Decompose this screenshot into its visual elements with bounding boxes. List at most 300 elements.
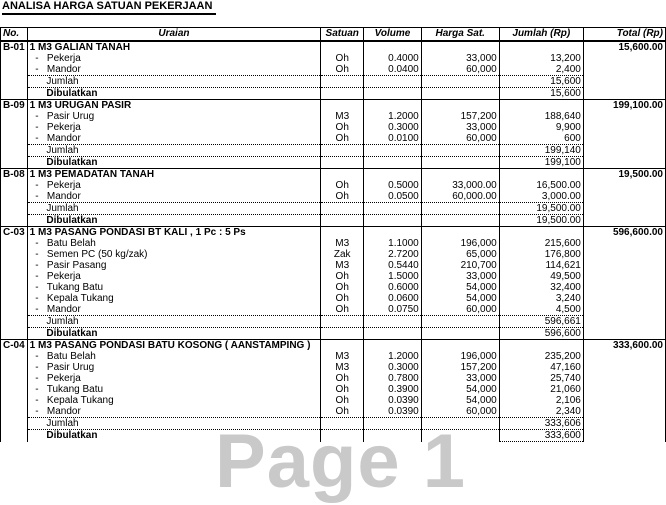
item-volume: 0.4000 [364, 53, 421, 64]
item-name-text: Tukang Batu [46, 384, 104, 395]
empty-cell [583, 157, 665, 169]
table-row [1, 304, 666, 316]
item-volume: 1.1000 [364, 238, 421, 249]
empty-cell [1, 293, 28, 304]
item-amount: 235,200 [499, 351, 583, 362]
subtotal-label-text: Jumlah [46, 144, 79, 156]
empty-cell [321, 215, 364, 227]
empty-cell [1, 157, 28, 169]
empty-cell [583, 304, 665, 316]
table-row [1, 122, 666, 133]
subtotal-row [1, 418, 666, 430]
item-volume: 0.0390 [364, 395, 421, 406]
item-volume: 0.0400 [364, 64, 421, 76]
dash-bullet: - [29, 191, 47, 202]
section-code: C-04 [1, 340, 28, 352]
subtotal-label-text: Jumlah [46, 417, 79, 429]
rounded-value: 596,600 [499, 328, 583, 340]
item-volume: 0.0500 [364, 191, 421, 203]
item-name [27, 122, 321, 133]
empty-cell [1, 249, 28, 260]
item-amount: 3,240 [499, 293, 583, 304]
empty-cell [583, 406, 665, 418]
item-price: 210,700 [421, 260, 499, 271]
header-uraian: Uraian [27, 28, 321, 42]
section-total: 596,600.00 [583, 227, 665, 239]
empty-cell [421, 145, 499, 157]
item-name-text: Pekerja [46, 180, 81, 191]
empty-cell [321, 340, 364, 352]
item-name [27, 395, 321, 406]
item-amount: 32,400 [499, 282, 583, 293]
item-name [27, 260, 321, 271]
dash-bullet: - [29, 362, 47, 373]
rounded-label [27, 157, 321, 169]
subtotal-row [1, 316, 666, 328]
empty-cell [1, 111, 28, 122]
item-name [27, 362, 321, 373]
item-name [27, 351, 321, 362]
item-price: 54,000 [421, 384, 499, 395]
empty-cell [583, 238, 665, 249]
item-name-text: Mandor [46, 64, 81, 75]
item-amount: 600 [499, 133, 583, 145]
rounded-value: 199,100 [499, 157, 583, 169]
rounded-label-text: Dibulatkan [46, 156, 98, 168]
item-name [27, 282, 321, 293]
table-row [1, 293, 666, 304]
empty-cell [421, 215, 499, 227]
empty-cell [421, 169, 499, 181]
section-header-row [1, 227, 666, 239]
table-row [1, 362, 666, 373]
table-row [1, 133, 666, 145]
item-unit: Oh [321, 293, 364, 304]
empty-cell [364, 328, 421, 340]
section-total: 15,600.00 [583, 41, 665, 53]
empty-cell [1, 406, 28, 418]
item-unit: M3 [321, 238, 364, 249]
section-header-row [1, 41, 666, 53]
empty-cell [321, 227, 364, 239]
empty-cell [583, 203, 665, 215]
item-amount: 176,800 [499, 249, 583, 260]
indent [30, 157, 47, 168]
section-header-row [1, 169, 666, 181]
item-amount: 47,160 [499, 362, 583, 373]
item-name-text: Pasir Urug [46, 111, 95, 122]
empty-cell [1, 362, 28, 373]
item-name-text: Mandor [46, 133, 81, 144]
empty-cell [1, 88, 28, 100]
subtotal-label [27, 418, 321, 430]
empty-cell [1, 215, 28, 227]
header-volume: Volume [364, 28, 421, 42]
item-price: 157,200 [421, 362, 499, 373]
empty-cell [1, 282, 28, 293]
indent [30, 203, 47, 214]
item-price: 54,000 [421, 293, 499, 304]
empty-cell [321, 100, 364, 112]
table-row [1, 191, 666, 203]
empty-cell [321, 430, 364, 442]
item-amount: 21,060 [499, 384, 583, 395]
rounded-row [1, 157, 666, 169]
item-price: 60,000 [421, 64, 499, 76]
empty-cell [583, 191, 665, 203]
section-total: 199,100.00 [583, 100, 665, 112]
section-title: 1 M3 URUGAN PASIR [27, 100, 321, 112]
dash-bullet: - [29, 304, 47, 315]
empty-cell [583, 384, 665, 395]
empty-cell [1, 238, 28, 249]
item-amount: 9,900 [499, 122, 583, 133]
indent [30, 76, 47, 87]
item-price: 33,000 [421, 122, 499, 133]
item-name [27, 64, 321, 76]
empty-cell [583, 271, 665, 282]
empty-cell [583, 64, 665, 76]
section-title: 1 M3 PASANG PONDASI BATU KOSONG ( AANSTAMPING ) [27, 340, 321, 352]
item-name-text: Mandor [46, 406, 81, 417]
rounded-label-text: Dibulatkan [46, 214, 98, 226]
item-amount: 215,600 [499, 238, 583, 249]
table-header-row [1, 28, 666, 42]
empty-cell [583, 362, 665, 373]
item-unit: Zak [321, 249, 364, 260]
subtotal-value: 199,140 [499, 145, 583, 157]
empty-cell [421, 100, 499, 112]
empty-cell [583, 249, 665, 260]
indent [30, 328, 47, 339]
item-volume: 1.5000 [364, 271, 421, 282]
empty-cell [1, 418, 28, 430]
item-amount: 25,740 [499, 373, 583, 384]
empty-cell [499, 100, 583, 112]
table-row [1, 384, 666, 395]
section-header-row [1, 100, 666, 112]
dash-bullet: - [29, 271, 47, 282]
item-price: 196,000 [421, 351, 499, 362]
item-volume: 2.7200 [364, 249, 421, 260]
item-price: 33,000 [421, 271, 499, 282]
item-unit: Oh [321, 191, 364, 203]
dash-bullet: - [29, 384, 47, 395]
empty-cell [583, 418, 665, 430]
table-row [1, 282, 666, 293]
table-row [1, 373, 666, 384]
item-name-text: Kepala Tukang [46, 395, 114, 406]
subtotal-label-text: Jumlah [46, 202, 79, 214]
empty-cell [583, 53, 665, 64]
section-total: 333,600.00 [583, 340, 665, 352]
table-row [1, 395, 666, 406]
rounded-label-text: Dibulatkan [46, 327, 98, 339]
empty-cell [421, 227, 499, 239]
price-analysis-table [0, 27, 666, 442]
table-row [1, 271, 666, 282]
indent [30, 88, 47, 99]
empty-cell [1, 145, 28, 157]
empty-cell [583, 260, 665, 271]
empty-cell [499, 169, 583, 181]
empty-cell [364, 145, 421, 157]
rounded-label [27, 430, 321, 442]
empty-cell [421, 328, 499, 340]
subtotal-label [27, 316, 321, 328]
rounded-value: 333,600 [499, 430, 583, 442]
item-price: 60,000.00 [421, 191, 499, 203]
subtotal-label [27, 76, 321, 88]
header-total: Total (Rp) [583, 28, 665, 42]
item-unit: Oh [321, 395, 364, 406]
indent [30, 430, 47, 441]
empty-cell [364, 169, 421, 181]
empty-cell [421, 430, 499, 442]
item-unit: Oh [321, 384, 364, 395]
item-name [27, 180, 321, 191]
empty-cell [321, 157, 364, 169]
empty-cell [583, 293, 665, 304]
indent [30, 145, 47, 156]
empty-cell [321, 145, 364, 157]
item-name-text: Semen PC (50 kg/zak) [46, 249, 148, 260]
section-title: 1 M3 PEMADATAN TANAH [27, 169, 321, 181]
rounded-row [1, 88, 666, 100]
item-name [27, 304, 321, 316]
item-amount: 13,200 [499, 53, 583, 64]
table-row [1, 180, 666, 191]
item-amount: 2,400 [499, 64, 583, 76]
item-volume: 0.7800 [364, 373, 421, 384]
empty-cell [1, 122, 28, 133]
section-code: B-08 [1, 169, 28, 181]
dash-bullet: - [29, 293, 47, 304]
item-volume: 0.5440 [364, 260, 421, 271]
item-unit: Oh [321, 271, 364, 282]
empty-cell [321, 88, 364, 100]
empty-cell [321, 76, 364, 88]
dash-bullet: - [29, 111, 47, 122]
empty-cell [421, 203, 499, 215]
empty-cell [1, 430, 28, 442]
dash-bullet: - [29, 406, 47, 417]
item-name [27, 293, 321, 304]
empty-cell [321, 418, 364, 430]
empty-cell [583, 180, 665, 191]
item-volume: 0.0600 [364, 293, 421, 304]
item-unit: Oh [321, 180, 364, 191]
section-title: 1 M3 GALIAN TANAH [27, 41, 321, 53]
item-volume: 1.2000 [364, 111, 421, 122]
item-price: 157,200 [421, 111, 499, 122]
item-name [27, 406, 321, 418]
item-unit: Oh [321, 304, 364, 316]
item-amount: 188,640 [499, 111, 583, 122]
header-jumlah: Jumlah (Rp) [499, 28, 583, 42]
subtotal-value: 596,661 [499, 316, 583, 328]
item-name [27, 191, 321, 203]
empty-cell [321, 316, 364, 328]
item-price: 60,000 [421, 406, 499, 418]
item-name-text: Mandor [46, 191, 81, 202]
empty-cell [583, 145, 665, 157]
dash-bullet: - [29, 260, 47, 271]
item-unit: M3 [321, 351, 364, 362]
empty-cell [1, 328, 28, 340]
item-volume: 0.0390 [364, 406, 421, 418]
dash-bullet: - [29, 64, 47, 75]
empty-cell [583, 373, 665, 384]
item-amount: 49,500 [499, 271, 583, 282]
table-row [1, 249, 666, 260]
item-name-text: Mandor [46, 304, 81, 315]
item-unit: M3 [321, 260, 364, 271]
empty-cell [421, 316, 499, 328]
empty-cell [421, 76, 499, 88]
empty-cell [583, 351, 665, 362]
item-name [27, 373, 321, 384]
dash-bullet: - [29, 373, 47, 384]
item-name-text: Pekerja [46, 271, 81, 282]
table-row [1, 64, 666, 76]
item-name [27, 384, 321, 395]
empty-cell [321, 203, 364, 215]
rounded-value: 19,500.00 [499, 215, 583, 227]
item-name [27, 53, 321, 64]
item-volume: 0.0750 [364, 304, 421, 316]
subtotal-label [27, 203, 321, 215]
subtotal-row [1, 145, 666, 157]
dash-bullet: - [29, 53, 47, 64]
item-unit: Oh [321, 64, 364, 76]
subtotal-label [27, 145, 321, 157]
empty-cell [1, 395, 28, 406]
section-code: C-03 [1, 227, 28, 239]
empty-cell [364, 215, 421, 227]
empty-cell [421, 88, 499, 100]
section-total: 19,500.00 [583, 169, 665, 181]
subtotal-row [1, 203, 666, 215]
item-price: 33,000.00 [421, 180, 499, 191]
subtotal-value: 333,606 [499, 418, 583, 430]
empty-cell [583, 395, 665, 406]
item-price: 60,000 [421, 304, 499, 316]
empty-cell [1, 384, 28, 395]
header-satuan: Satuan [321, 28, 364, 42]
table-row [1, 406, 666, 418]
empty-cell [1, 260, 28, 271]
empty-cell [583, 111, 665, 122]
subtotal-label-text: Jumlah [46, 315, 79, 327]
empty-cell [583, 430, 665, 442]
item-price: 65,000 [421, 249, 499, 260]
empty-cell [583, 316, 665, 328]
page-title: ANALISA HARGA SATUAN PEKERJAAN [2, 0, 216, 15]
item-amount: 16,500.00 [499, 180, 583, 191]
empty-cell [583, 133, 665, 145]
rounded-row [1, 430, 666, 442]
item-amount: 2,340 [499, 406, 583, 418]
empty-cell [1, 203, 28, 215]
item-volume: 0.5000 [364, 180, 421, 191]
empty-cell [499, 340, 583, 352]
empty-cell [421, 157, 499, 169]
empty-cell [1, 316, 28, 328]
subtotal-value: 19,500.00 [499, 203, 583, 215]
item-amount: 3,000.00 [499, 191, 583, 203]
indent [30, 316, 47, 327]
item-price: 33,000 [421, 373, 499, 384]
item-amount: 4,500 [499, 304, 583, 316]
empty-cell [1, 373, 28, 384]
table-row [1, 53, 666, 64]
item-name-text: Tukang Batu [46, 282, 104, 293]
item-name-text: Pasir Urug [46, 362, 95, 373]
empty-cell [1, 271, 28, 282]
empty-cell [321, 328, 364, 340]
item-unit: M3 [321, 362, 364, 373]
item-unit: Oh [321, 53, 364, 64]
subtotal-row [1, 76, 666, 88]
item-unit: Oh [321, 406, 364, 418]
item-unit: M3 [321, 111, 364, 122]
item-name-text: Kepala Tukang [46, 293, 114, 304]
item-name [27, 111, 321, 122]
item-name [27, 238, 321, 249]
item-name-text: Pasir Pasang [46, 260, 107, 271]
empty-cell [364, 203, 421, 215]
item-price: 60,000 [421, 133, 499, 145]
section-header-row [1, 340, 666, 352]
table-row [1, 238, 666, 249]
item-unit: Oh [321, 373, 364, 384]
item-name [27, 133, 321, 145]
header-harga: Harga Sat. [421, 28, 499, 42]
item-price: 196,000 [421, 238, 499, 249]
empty-cell [364, 88, 421, 100]
item-amount: 114,621 [499, 260, 583, 271]
empty-cell [1, 133, 28, 145]
item-name [27, 271, 321, 282]
item-name-text: Pekerja [46, 122, 81, 133]
rounded-label-text: Dibulatkan [46, 429, 98, 441]
subtotal-label-text: Jumlah [46, 75, 79, 87]
empty-cell [321, 41, 364, 53]
item-volume: 0.3000 [364, 362, 421, 373]
dash-bullet: - [29, 351, 47, 362]
item-volume: 1.2000 [364, 351, 421, 362]
dash-bullet: - [29, 180, 47, 191]
dash-bullet: - [29, 395, 47, 406]
item-price: 54,000 [421, 395, 499, 406]
page-watermark: Page 1 [215, 419, 467, 504]
empty-cell [421, 340, 499, 352]
item-name-text: Pekerja [46, 373, 81, 384]
empty-cell [364, 316, 421, 328]
empty-cell [1, 180, 28, 191]
item-name-text: Batu Belah [46, 351, 96, 362]
item-name-text: Batu Belah [46, 238, 96, 249]
empty-cell [583, 215, 665, 227]
item-price: 33,000 [421, 53, 499, 64]
empty-cell [364, 157, 421, 169]
empty-cell [583, 328, 665, 340]
item-price: 54,000 [421, 282, 499, 293]
item-unit: Oh [321, 282, 364, 293]
item-name-text: Pekerja [46, 53, 81, 64]
rounded-label [27, 88, 321, 100]
